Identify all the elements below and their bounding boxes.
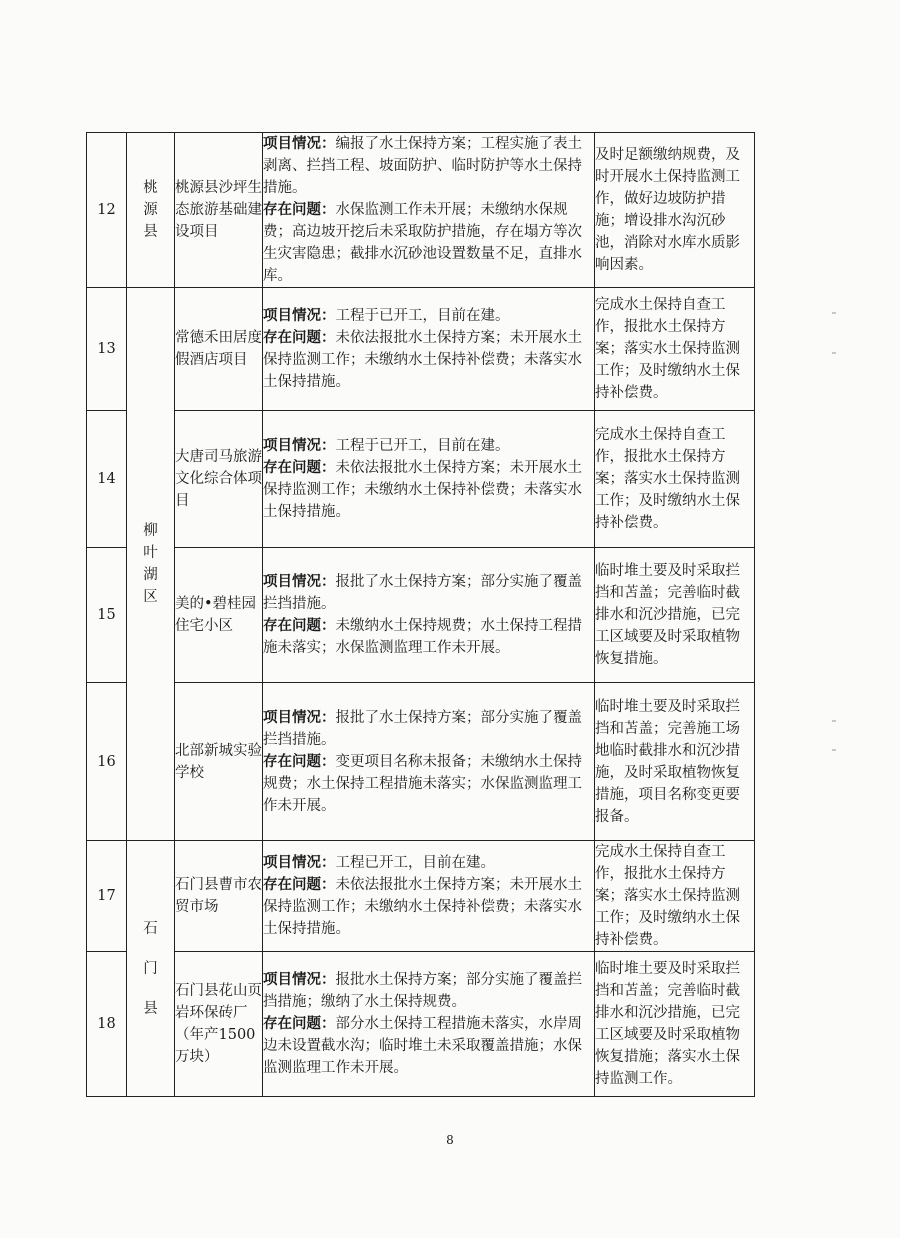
situation-cell xyxy=(263,288,595,411)
problem-text: 未依法报批水土保持方案；未开展水土保持监测工作；未缴纳水土保持补偿费；未落实水土保持措施。 xyxy=(263,460,582,520)
county-char: 区 xyxy=(143,589,158,605)
row-number: 14 xyxy=(87,411,127,548)
situation-label: 项目情况： xyxy=(263,971,336,988)
county-char: 叶 xyxy=(143,545,158,561)
inspection-table xyxy=(86,132,755,1097)
problem-label: 存在问题： xyxy=(263,617,336,634)
county-cell xyxy=(127,133,175,288)
table-row xyxy=(87,411,755,548)
situation-text: 报批了水土保持方案；部分实施了覆盖拦挡措施。 xyxy=(263,574,582,612)
county-char: 柳 xyxy=(143,523,158,539)
row-number: 16 xyxy=(87,683,127,841)
problem-text: 未依法报批水土保持方案；未开展水土保持监测工作；未缴纳水土保持补偿费；未落实水土保持措施。 xyxy=(263,330,582,390)
project-name: 大唐司马旅游文化综合体项目 xyxy=(175,411,263,548)
situation-cell xyxy=(263,411,595,548)
situation-cell xyxy=(263,952,595,1097)
county-cell xyxy=(127,288,175,841)
problem-label: 存在问题： xyxy=(263,201,336,218)
county-char: 门 xyxy=(143,960,158,977)
rectification-cell: 临时堆土要及时采取拦挡和苫盖；完善临时截排水和沉沙措施，已完工区域要及时采取植物恢复措施；落实水土保持监测工作。 xyxy=(595,952,755,1097)
project-name: 美的•碧桂园住宅小区 xyxy=(175,548,263,683)
row-number: 13 xyxy=(87,288,127,411)
project-name: 北部新城实验学校 xyxy=(175,683,263,841)
county-cell xyxy=(127,841,175,1097)
scan-mark xyxy=(832,352,836,354)
situation-text: 编报了水土保持方案；工程实施了表土剥离、拦挡工程、坡面防护、临时防护等水土保持措施。 xyxy=(263,136,582,196)
problem-text: 部分水土保持工程措施未落实，水岸周边未设置截水沟；临时堆土未采取覆盖措施；水保监测监理工作未开展。 xyxy=(263,1016,582,1076)
problem-label: 存在问题： xyxy=(263,329,336,346)
situation-text: 报批水土保持方案；部分实施了覆盖拦挡措施；缴纳了水土保持规费。 xyxy=(263,972,582,1010)
problem-text: 变更项目名称未报备；未缴纳水土保持规费；水土保持工程措施未落实；水保监测监理工作未开展。 xyxy=(263,753,582,814)
situation-text: 工程于已开工，目前在建。 xyxy=(335,308,510,324)
situation-label: 项目情况： xyxy=(263,573,336,590)
situation-label: 项目情况： xyxy=(263,307,336,324)
problem-text: 水保监测工作未开展；未缴纳水保规费；高边坡开挖后未采取防护措施，存在塌方等次生灾害隐患；截排水沉砂池设置数量不足，直排水库。 xyxy=(263,202,582,284)
table-row xyxy=(87,841,755,952)
problem-label: 存在问题： xyxy=(263,752,336,770)
table-row xyxy=(87,288,755,411)
situation-cell xyxy=(263,683,595,841)
project-name: 石门县花山页岩环保砖厂（年产1500万块） xyxy=(175,952,263,1097)
situation-label: 项目情况： xyxy=(263,708,336,726)
situation-label: 项目情况： xyxy=(263,135,336,152)
scan-mark xyxy=(832,720,836,722)
table-row xyxy=(87,683,755,841)
rectification-cell: 完成水土保持自查工作，报批水土保持方案；落实水土保持监测工作；及时缴纳水土保持补偿费。 xyxy=(595,288,755,411)
table-row xyxy=(87,548,755,683)
situation-label: 项目情况： xyxy=(263,854,336,871)
county-char: 桃 xyxy=(143,180,158,196)
county-char: 源 xyxy=(143,202,158,218)
situation-text: 工程于已开工，目前在建。 xyxy=(335,438,510,454)
county-char: 县 xyxy=(143,224,158,240)
problem-text: 未依法报批水土保持方案；未开展水土保持监测工作；未缴纳水土保持补偿费；未落实水土保持措施。 xyxy=(263,877,582,937)
situation-cell xyxy=(263,841,595,952)
situation-text: 报批了水土保持方案；部分实施了覆盖拦挡措施。 xyxy=(263,709,582,748)
page-number: 8 xyxy=(446,1133,454,1147)
problem-text: 未缴纳水土保持规费；水土保持工程措施未落实；水保监测监理工作未开展。 xyxy=(263,618,582,656)
county-char: 县 xyxy=(143,1000,158,1017)
table-row xyxy=(87,952,755,1097)
rectification-cell: 完成水土保持自查工作，报批水土保持方案；落实水土保持监测工作；及时缴纳水土保持补偿费。 xyxy=(595,411,755,548)
row-number: 15 xyxy=(87,548,127,683)
situation-text: 工程已开工，目前在建。 xyxy=(335,855,495,871)
row-number: 17 xyxy=(87,841,127,952)
rectification-cell: 及时足额缴纳规费，及时开展水土保持监测工作，做好边坡防护措施；增设排水沟沉砂池，消除对水库水质影响因素。 xyxy=(595,133,755,288)
problem-label: 存在问题： xyxy=(263,1015,336,1032)
situation-label: 项目情况： xyxy=(263,437,336,454)
situation-cell xyxy=(263,548,595,683)
scan-mark xyxy=(832,749,836,751)
problem-label: 存在问题： xyxy=(263,876,336,893)
scan-mark xyxy=(832,312,836,314)
project-name: 常德禾田居度假酒店项目 xyxy=(175,288,263,411)
rectification-cell: 临时堆土要及时采取拦挡和苫盖；完善临时截排水和沉沙措施，已完工区域要及时采取植物恢复措施。 xyxy=(595,548,755,683)
row-number: 18 xyxy=(87,952,127,1097)
rectification-cell: 临时堆土要及时采取拦挡和苫盖；完善施工场地临时截排水和沉沙措施，及时采取植物恢复措施，项目名称变更要报备。 xyxy=(595,683,755,841)
rectification-cell: 完成水土保持自查工作，报批水土保持方案；落实水土保持监测工作；及时缴纳水土保持补偿费。 xyxy=(595,841,755,952)
project-name: 桃源县沙坪生态旅游基础建设项目 xyxy=(175,133,263,288)
project-name: 石门县曹市农贸市场 xyxy=(175,841,263,952)
problem-label: 存在问题： xyxy=(263,459,336,476)
situation-cell xyxy=(263,133,595,288)
table-row xyxy=(87,133,755,288)
county-char: 湖 xyxy=(143,567,158,583)
row-number: 12 xyxy=(87,133,127,288)
county-char: 石 xyxy=(143,920,158,937)
